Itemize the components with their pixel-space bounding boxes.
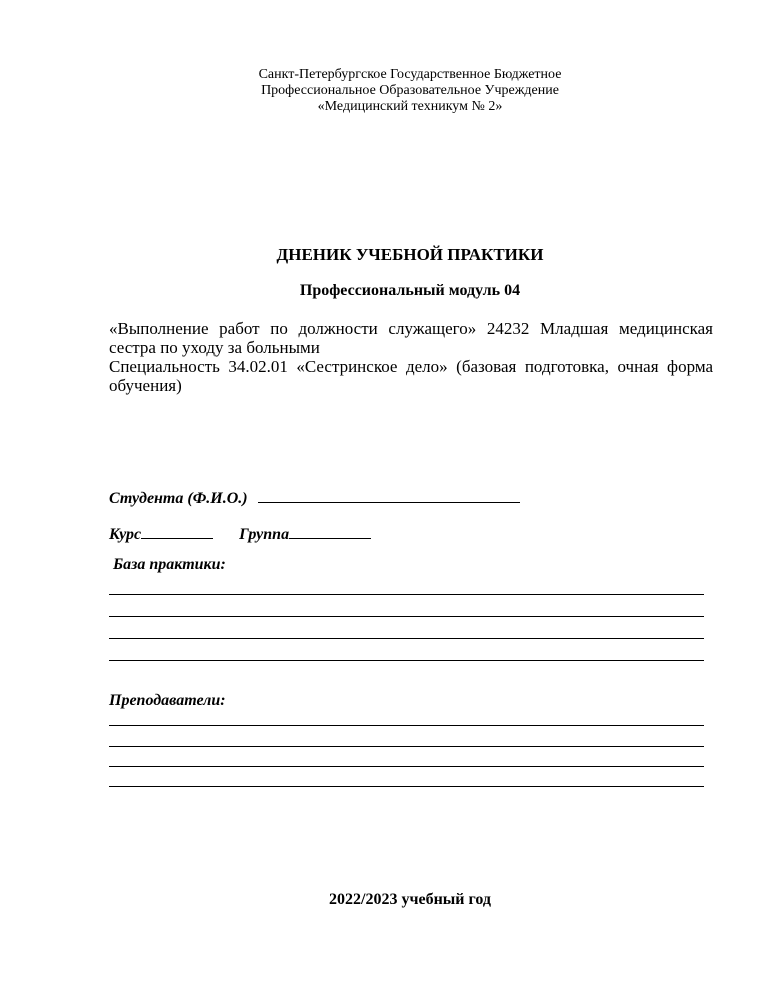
document-title: ДНЕНИК УЧЕБНОЙ ПРАКТИКИ bbox=[276, 245, 544, 264]
description-block bbox=[109, 319, 713, 395]
teachers-line-3[interactable] bbox=[109, 766, 704, 767]
institution-line-2: Профессиональное Образовательное Учреждение bbox=[261, 83, 559, 98]
description-paragraph-1: «Выполнение работ по должности служащего» 24232 Младшая медицинская сестра по уходу за больными bbox=[109, 319, 713, 357]
practice-base-line-2[interactable] bbox=[109, 616, 704, 617]
institution-header bbox=[0, 67, 768, 115]
teachers-line-4[interactable] bbox=[109, 786, 704, 787]
academic-year: 2022/2023 учебный год bbox=[329, 891, 491, 908]
student-name-blank[interactable] bbox=[258, 488, 520, 503]
description-paragraph-2: Специальность 34.02.01 «Сестринское дело» (базовая подготовка, очная форма обучения) bbox=[109, 357, 713, 395]
student-field bbox=[109, 488, 520, 508]
practice-base-label: База практики: bbox=[113, 556, 226, 573]
practice-base-line-3[interactable] bbox=[109, 638, 704, 639]
teachers-line-1[interactable] bbox=[109, 725, 704, 726]
institution-line-3: «Медицинский техникум № 2» bbox=[317, 99, 503, 114]
institution-line-1: Санкт-Петербургское Государственное Бюджетное bbox=[258, 67, 562, 82]
group-blank[interactable] bbox=[289, 524, 371, 539]
practice-base-line-1[interactable] bbox=[109, 594, 704, 595]
course-label: Курс bbox=[109, 526, 142, 543]
course-group-field bbox=[109, 524, 371, 544]
practice-base-line-4[interactable] bbox=[109, 660, 704, 661]
teachers-line-2[interactable] bbox=[109, 746, 704, 747]
module-title: Профессиональный модуль 04 bbox=[299, 282, 521, 299]
student-label: Студента (Ф.И.О.) bbox=[109, 490, 248, 507]
teachers-label: Преподаватели: bbox=[109, 692, 226, 709]
course-blank[interactable] bbox=[141, 524, 213, 539]
group-label: Группа bbox=[239, 526, 290, 543]
